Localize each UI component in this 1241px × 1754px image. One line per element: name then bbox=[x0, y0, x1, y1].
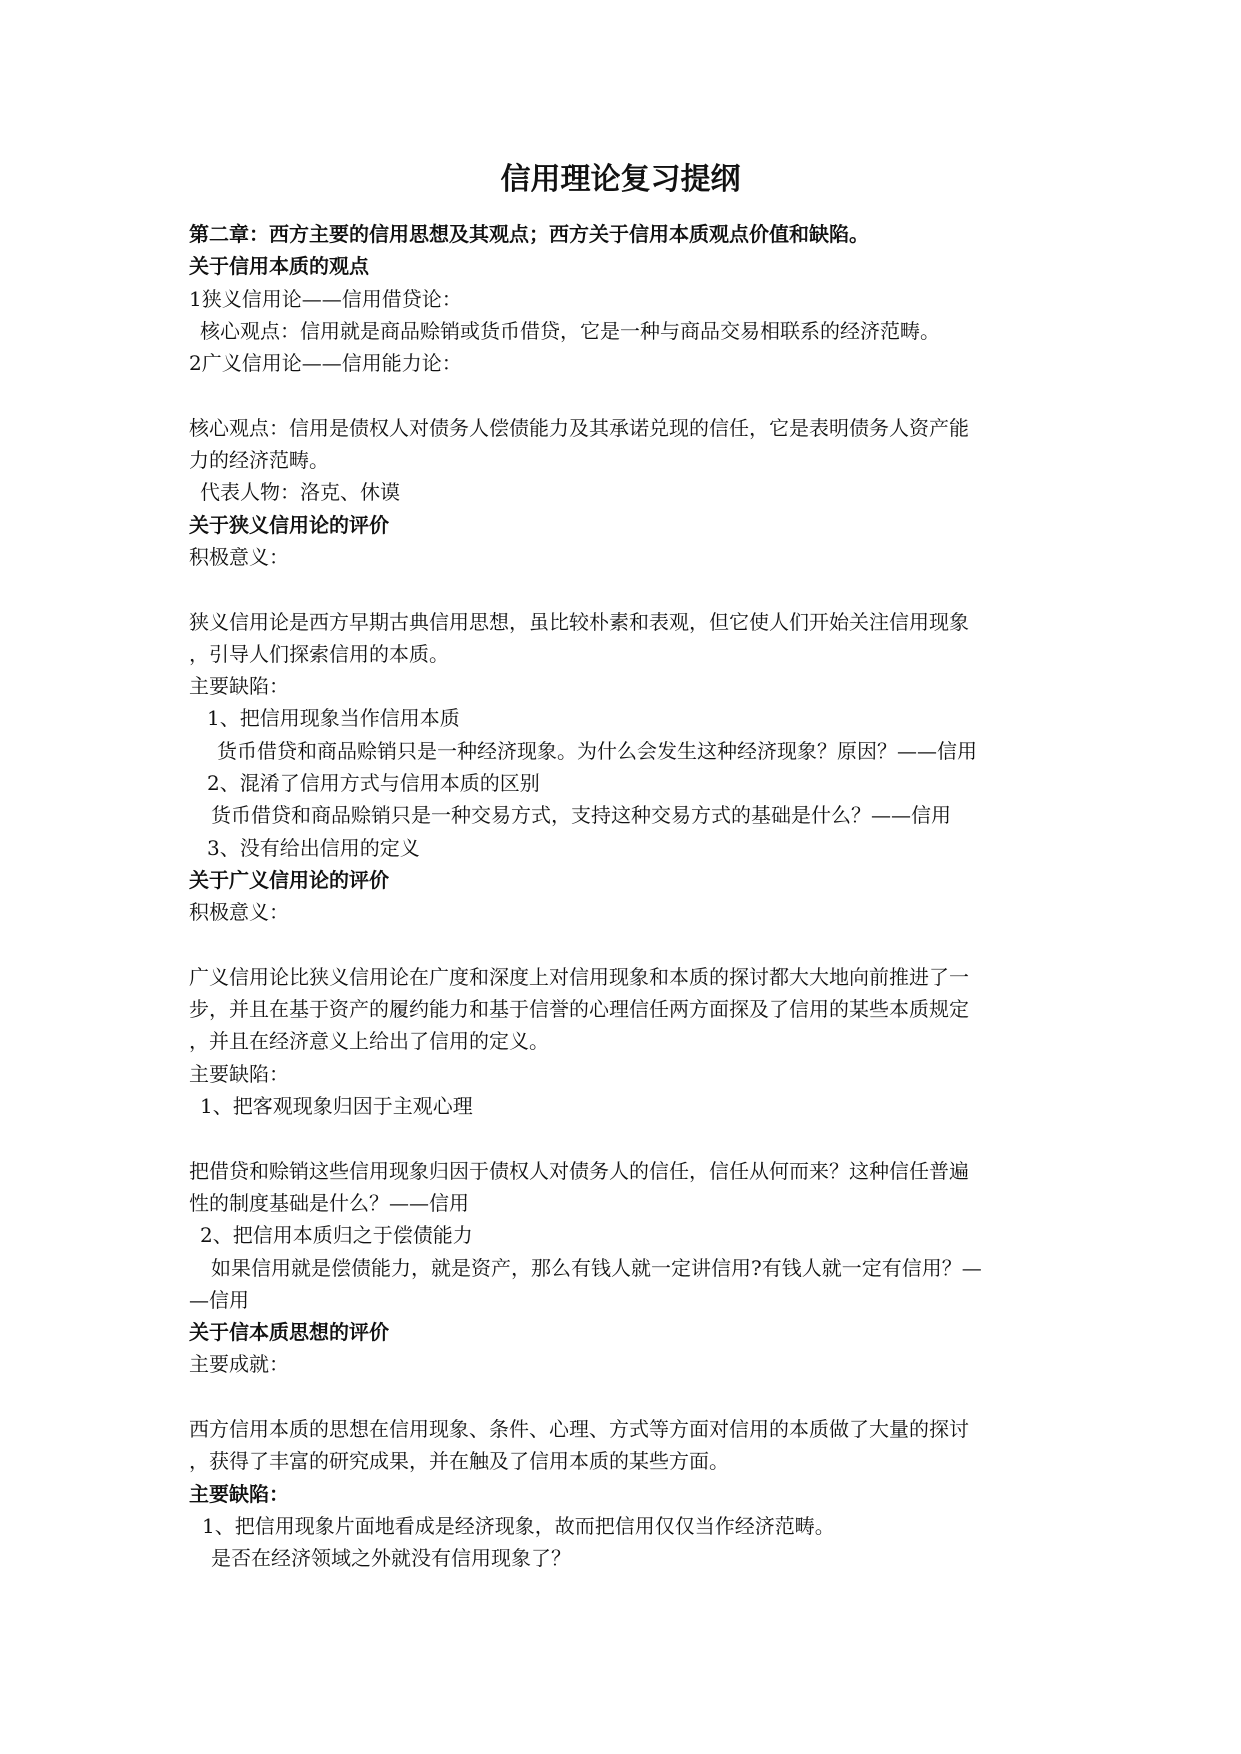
document-body bbox=[189, 218, 1059, 1574]
subheading: 主要缺陷： bbox=[189, 674, 289, 699]
blank-line bbox=[189, 929, 1059, 961]
paragraph-line: 核心观点：信用是债权人对债务人偿债能力及其承诺兑现的信任，它是表明债务人资产能 bbox=[189, 415, 969, 440]
paragraph-line: 是否在经济领域之外就没有信用现象了？ bbox=[211, 1546, 571, 1571]
subheading-bold: 主要缺陷： bbox=[189, 1481, 289, 1506]
page-title: 信用理论复习提纲 bbox=[500, 162, 741, 197]
list-item: 1狭义信用论——信用借贷论： bbox=[189, 286, 462, 311]
subheading: 主要成就： bbox=[189, 1352, 289, 1377]
paragraph-line: 西方信用本质的思想在信用现象、条件、心理、方式等方面对信用的本质做了大量的探讨 bbox=[189, 1416, 969, 1441]
paragraph-line: ，引导人们探索信用的本质。 bbox=[189, 641, 449, 666]
blank-line bbox=[189, 379, 1059, 411]
list-item: 2广义信用论——信用能力论： bbox=[189, 351, 462, 376]
subheading: 积极意义： bbox=[189, 544, 289, 569]
paragraph-line: 广义信用论比狭义信用论在广度和深度上对信用现象和本质的探讨都大大地向前推进了一 bbox=[189, 964, 969, 989]
paragraph-line: 货币借贷和商品赊销只是一种经济现象。为什么会发生这种经济现象？原因？——信用 bbox=[217, 738, 977, 763]
blank-line bbox=[189, 1122, 1059, 1154]
chapter-heading: 第二章：西方主要的信用思想及其观点；西方关于信用本质观点价值和缺陷。 bbox=[189, 222, 869, 246]
paragraph-line: 把借贷和赊销这些信用现象归因于债权人对债务人的信任，信任从何而来？这种信任普遍 bbox=[189, 1158, 969, 1183]
section-heading: 关于信用本质的观点 bbox=[189, 254, 369, 279]
paragraph-line: ，并且在经济意义上给出了信用的定义。 bbox=[189, 1029, 549, 1054]
blank-line bbox=[189, 573, 1059, 605]
paragraph-line: —信用 bbox=[189, 1287, 249, 1312]
section-heading: 关于信本质思想的评价 bbox=[189, 1320, 389, 1345]
paragraph-line: 代表人物：洛克、休谟 bbox=[200, 480, 400, 505]
paragraph-line: 步，并且在基于资产的履约能力和基于信誉的心理信任两方面探及了信用的某些本质规定 bbox=[189, 997, 969, 1022]
list-item: 2、混淆了信用方式与信用本质的区别 bbox=[207, 771, 540, 796]
subheading: 积极意义： bbox=[189, 900, 289, 925]
subheading: 主要缺陷： bbox=[189, 1061, 289, 1086]
paragraph-line: 核心观点：信用就是商品赊销或货币借贷，它是一种与商品交易相联系的经济范畴。 bbox=[200, 318, 940, 343]
list-item: 1、把信用现象片面地看成是经济现象，故而把信用仅仅当作经济范畴。 bbox=[202, 1513, 835, 1538]
list-item: 1、把客观现象归因于主观心理 bbox=[200, 1094, 473, 1119]
list-item: 2、把信用本质归之于偿债能力 bbox=[200, 1223, 473, 1248]
paragraph-line: 狭义信用论是西方早期古典信用思想，虽比较朴素和表观，但它使人们开始关注信用现象 bbox=[189, 609, 969, 634]
section-heading: 关于广义信用论的评价 bbox=[189, 867, 389, 892]
paragraph-line: 如果信用就是偿债能力，就是资产，那么有钱人就一定讲信用?有钱人就一定有信用？— bbox=[211, 1255, 982, 1280]
blank-line bbox=[189, 1381, 1059, 1413]
list-item: 1、把信用现象当作信用本质 bbox=[207, 706, 460, 731]
paragraph-line: 力的经济范畴。 bbox=[189, 448, 329, 473]
paragraph-line: 货币借贷和商品赊销只是一种交易方式，支持这种交易方式的基础是什么？——信用 bbox=[211, 803, 951, 828]
paragraph-line: ，获得了丰富的研究成果，并在触及了信用本质的某些方面。 bbox=[189, 1449, 729, 1474]
paragraph-line: 性的制度基础是什么？——信用 bbox=[189, 1190, 469, 1215]
section-heading: 关于狭义信用论的评价 bbox=[189, 512, 389, 537]
list-item: 3、没有给出信用的定义 bbox=[207, 835, 420, 860]
